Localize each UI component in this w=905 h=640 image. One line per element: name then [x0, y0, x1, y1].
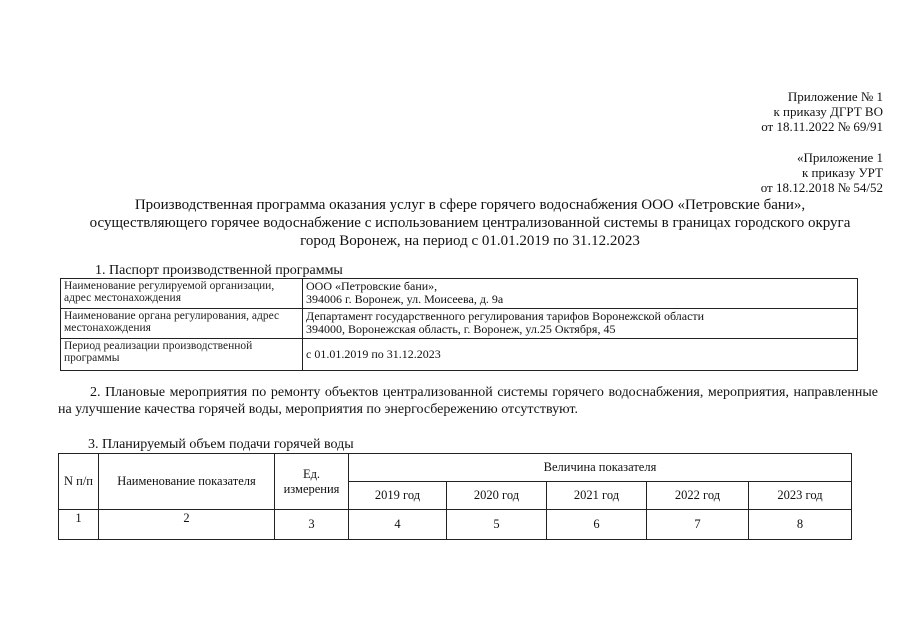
title-line1: Производственная программа оказания услуг в сфере горячего водоснабжения ООО «Петровские бани»,: [134, 197, 806, 213]
appendix-1-header: [761, 89, 883, 134]
passport-value: [303, 339, 858, 371]
column-number: 1: [59, 510, 99, 540]
passport-value-line: с 01.01.2019 по 31.12.2023: [306, 347, 441, 361]
title-line3: город Воронеж, на период с 01.01.2019 по 31.12.2023: [300, 233, 640, 249]
passport-label: Наименование регулируемой организации, адрес местонахождения: [61, 279, 303, 309]
passport-value-line: ООО «Петровские бани»,: [306, 279, 438, 293]
appendix-1-line3: от 18.11.2022 № 69/91: [761, 119, 883, 134]
volume-table: [58, 453, 852, 540]
passport-label: Период реализации производственной программы: [61, 339, 303, 371]
column-number: 5: [447, 510, 547, 540]
passport-value-line: 394006 г. Воронеж, ул. Моисеева, д. 9а: [306, 292, 504, 306]
column-number: 6: [547, 510, 647, 540]
column-number: 4: [349, 510, 447, 540]
header-unit: Ед. измерения: [275, 454, 349, 510]
header-year: 2021 год: [547, 482, 647, 510]
column-number: 7: [647, 510, 749, 540]
section-2-paragraph: 2. Плановые мероприятия по ремонту объектов централизованной системы горячего водоснабжения, мероприятия, направленные на улучшение качества горячей воды, мероприятия по энергосбережению отсутствуют.: [58, 385, 878, 417]
passport-value: [303, 279, 858, 309]
table-row: [59, 510, 852, 540]
passport-value: [303, 309, 858, 339]
column-number: 3: [275, 510, 349, 540]
table-row: [61, 309, 858, 339]
appendix-1-line1: Приложение № 1: [787, 89, 883, 104]
section-1-heading: 1. Паспорт производственной программы: [95, 263, 343, 278]
header-year: 2022 год: [647, 482, 749, 510]
appendix-2-line2: к приказу УРТ: [801, 165, 883, 180]
section-3-heading: 3. Планируемый объем подачи горячей воды: [88, 437, 354, 452]
header-year: 2019 год: [349, 482, 447, 510]
header-name: Наименование показателя: [99, 454, 275, 510]
appendix-2-line3: от 18.12.2018 № 54/52: [760, 180, 883, 195]
title-line2: осуществляющего горячее водоснабжение с использованием централизованной системы в границах городского округа: [89, 215, 851, 231]
header-num: N п/п: [59, 454, 99, 510]
header-year: 2023 год: [749, 482, 852, 510]
table-row: [61, 339, 858, 371]
table-row: [61, 279, 858, 309]
passport-value-line: Департамент государственного регулирования тарифов Воронежской области: [306, 309, 705, 323]
column-number: 2: [99, 510, 275, 540]
appendix-2-line1: «Приложение 1: [796, 150, 883, 165]
header-year: 2020 год: [447, 482, 547, 510]
appendix-1-line2: к приказу ДГРТ ВО: [773, 104, 883, 119]
appendix-2-header: [761, 150, 883, 195]
passport-table: [60, 278, 858, 371]
document-title: [60, 196, 880, 250]
passport-value-line: 394000, Воронежская область, г. Воронеж, ул.25 Октября, 45: [306, 322, 616, 336]
table-header-row: [59, 454, 852, 482]
passport-label: Наименование органа регулирования, адрес местонахождения: [61, 309, 303, 339]
header-value-group: Величина показателя: [349, 454, 852, 482]
column-number: 8: [749, 510, 852, 540]
